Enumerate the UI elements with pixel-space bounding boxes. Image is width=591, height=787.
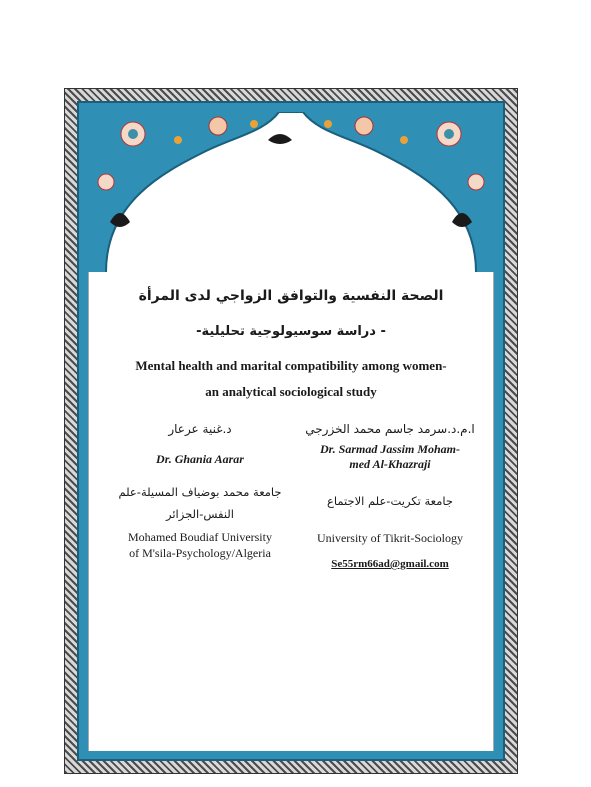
title-english-line1: Mental health and marital compatibility among women- [135,358,447,373]
author1-email-link[interactable]: Se55rm66ad@gmail.com [331,558,449,570]
author2-affiliation-english-line2: of M'sila-Psychology/Algeria [129,546,271,560]
subtitle-arabic: - دراسة سوسيولوجية تحليلية- [196,324,386,339]
author2-block [110,422,290,561]
author1-name-english-line1: Dr. Sarmad Jassim Moham- [319,442,461,456]
author1-affiliation-arabic: جامعة تكريت-علم الاجتماع [326,494,453,508]
author1-affiliation-english: University of Tikrit-Sociology [316,531,463,545]
title-english-line2: an analytical sociological study [205,384,377,399]
author2-name-arabic: د.غنية عرعار [168,422,232,436]
author1-name-english-line2: med Al-Khazraji [349,457,431,471]
author2-affiliation-english-line1: Mohamed Boudiaf University [128,530,272,544]
author2-affiliation-arabic-line1: جامعة محمد بوضياف المسيلة-علم [118,485,282,499]
author2-affiliation-arabic-line2: النفس-الجزائر [165,507,234,521]
title-arabic: الصحة النفسية والتوافق الزواجي لدى المرأة [138,288,444,304]
paper-content [88,112,494,751]
author1-name-arabic: ا.م.د.سرمد جاسم محمد الخزرجي [305,422,475,436]
author2-name-english: Dr. Ghania Aarar [156,452,244,466]
author1-block [300,422,480,570]
